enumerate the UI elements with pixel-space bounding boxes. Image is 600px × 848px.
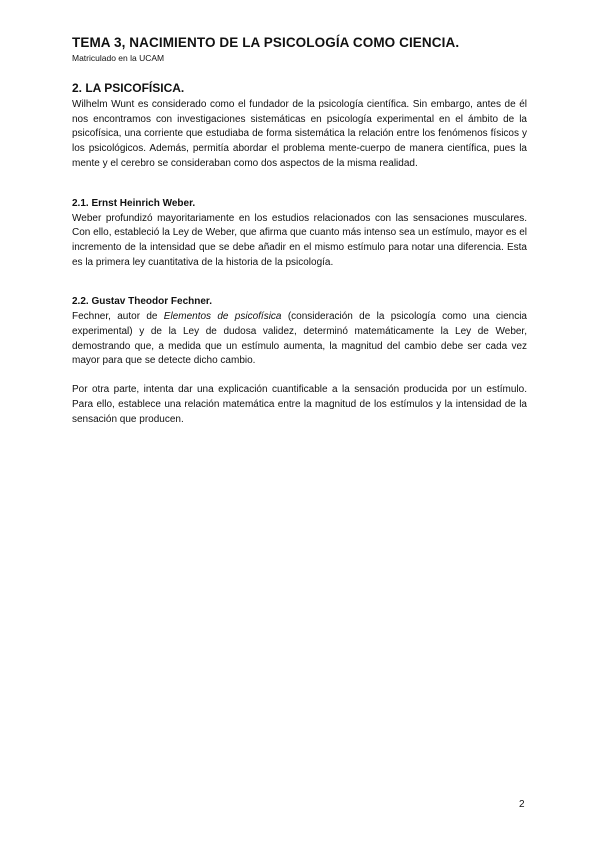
page-number: 2 [519,799,525,810]
spacer [72,369,527,383]
section-intro-paragraph: Wilhelm Wunt es considerado como el fundador de la psicología científica. Sin embargo, antes de él nos encontramos con investigaciones sistemáticas en psicología experimental en el ámbito de la psicofísica, una corriente que estudiaba de forma sistemática la relación entre los fenómenos físicos y los psicológicos. Además, permitía abordar el problema mente-cuerpo de manera científica, pues la mente y el cerebro se consideraban como dos aspectos de la misma realidad. [72,99,527,169]
page-content [72,34,527,427]
spacer [72,270,527,295]
fechner-p1-start: Fechner, autor de [72,311,164,323]
fechner-paragraph-1 [72,310,527,369]
subsection-title-fechner: 2.2. Gustav Theodor Fechner. [72,296,213,308]
fechner-p1-end: (consideración de la psicología como una ciencia experimental) y de la Ley de dudosa validez, determinó matemáticamente la Ley de Weber, demostrando que, a medida que un estímulo aumenta, la magnitud del cambio debe ser cada vez mayor para que se detecte dicho cambio. [72,311,527,367]
spacer [72,172,527,197]
document-title: TEMA 3, NACIMIENTO DE LA PSICOLOGÍA COMO CIENCIA. [72,35,460,50]
fechner-paragraph-2: Por otra parte, intenta dar una explicación cuantificable a la sensación producida por un estímulo. Para ello, establece una relación matemática entre la magnitud de los estímulos y la intensidad de la sensación que producen. [72,384,527,425]
section-title-psicofisica: 2. LA PSICOFÍSICA. [72,81,185,95]
fechner-book-title: Elementos de psicofísica [163,311,282,323]
subsection-title-weber: 2.1. Ernst Heinrich Weber. [72,197,196,209]
weber-paragraph: Weber profundizó mayoritariamente en los estudios relacionados con las sensaciones musculares. Con ello, estableció la Ley de Weber, que afirma que cuanto más intenso sea un estímulo, mayor es el incremento de la intensidad que se debe añadir en el mismo estímulo para notar una diferencia. Esta es la primera ley cuantitativa de la historia de la psicología. [72,212,527,268]
document-subtitle: Matriculado en la UCAM [72,53,165,63]
